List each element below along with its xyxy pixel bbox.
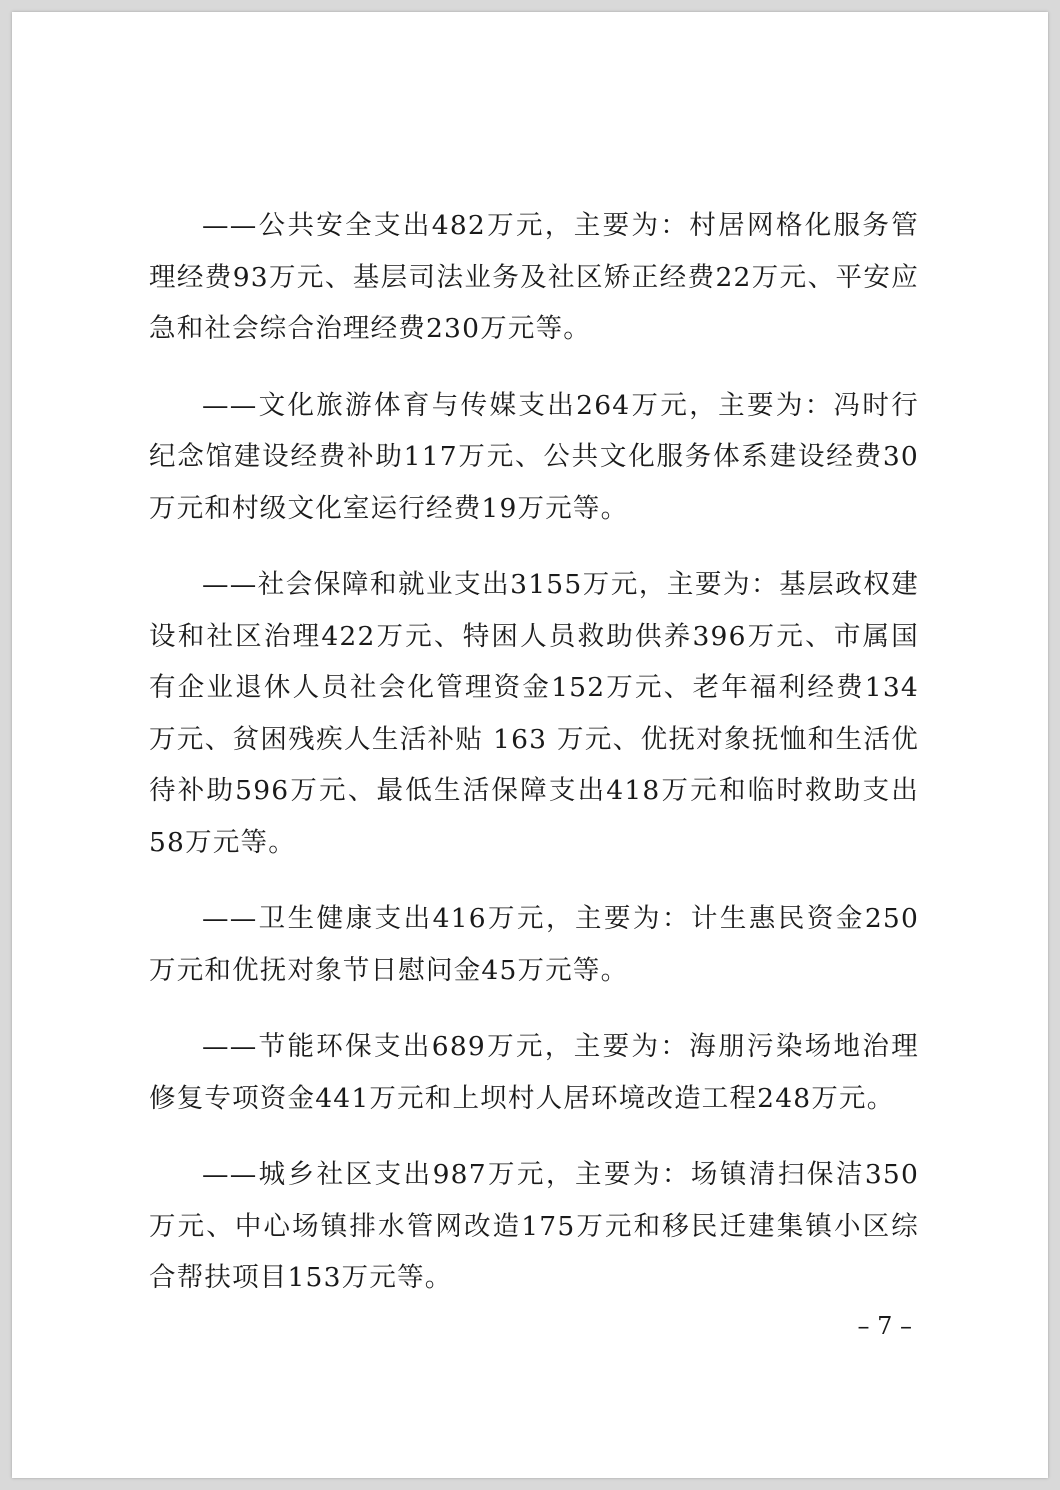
paragraph-health: ——卫生健康支出416万元，主要为：计生惠民资金250万元和优抚对象节日慰问金45万元等。 — [149, 903, 919, 986]
paragraph-gap — [149, 1124, 919, 1149]
paragraph-public-safety: ——公共安全支出482万元，主要为：村居网格化服务管理经费93万元、基层司法业务及社区矫正经费22万元、平安应急和社会综合治理经费230万元等。 — [149, 210, 919, 344]
body-text — [149, 200, 919, 1304]
paragraph-environment: ——节能环保支出689万元，主要为：海朋污染场地治理修复专项资金441万元和上坝村人居环境改造工程248万元。 — [149, 1031, 919, 1114]
paragraph-gap — [149, 355, 919, 380]
paragraph-gap — [149, 996, 919, 1021]
paragraph-gap — [149, 868, 919, 893]
paragraph-gap — [149, 534, 919, 559]
paragraph-culture-tourism: ——文化旅游体育与传媒支出264万元，主要为：冯时行纪念馆建设经费补助117万元、公共文化服务体系建设经费30万元和村级文化室运行经费19万元等。 — [149, 389, 919, 524]
document-page — [12, 12, 1048, 1478]
paragraph-urban-rural: ——城乡社区支出987万元，主要为：场镇清扫保洁350万元、中心场镇排水管网改造175万元和移民迁建集镇小区综合帮扶项目153万元等。 — [149, 1159, 919, 1293]
page-number: – 7 – — [857, 1312, 912, 1340]
paragraph-social-security: ——社会保障和就业支出3155万元，主要为：基层政权建设和社区治理422万元、特困人员救助供养396万元、市属国有企业退休人员社会化管理资金152万元、老年福利经费134万元、贫困残疾人生活补贴 163 万元、优抚对象抚恤和生活优待补助596万元、最低生活保障支出418万元和临时救助支出58万元等。 — [149, 569, 919, 858]
